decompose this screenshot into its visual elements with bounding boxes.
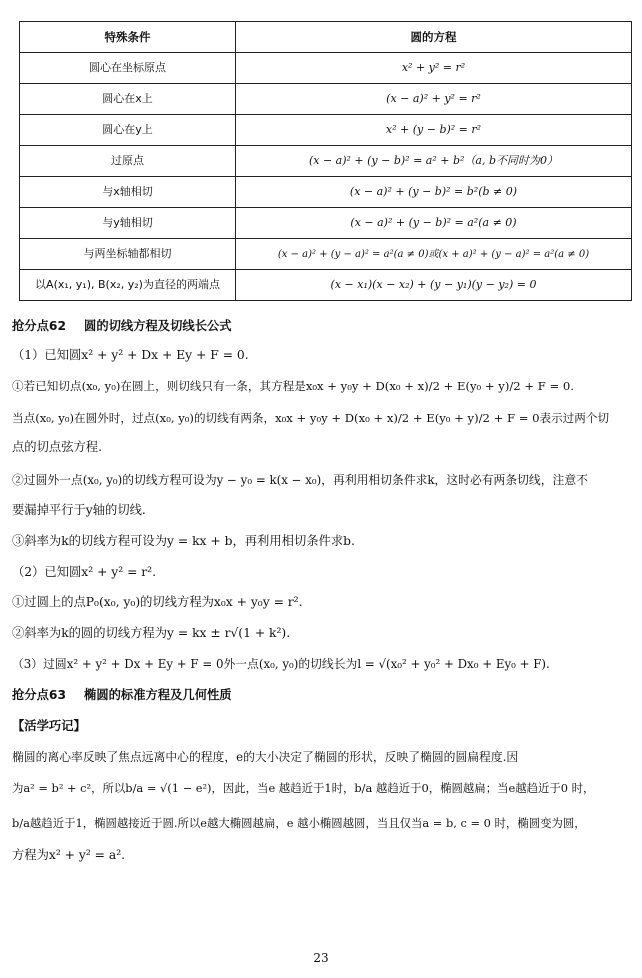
section-number: 抢分点62 (12, 319, 67, 333)
section-62-heading (12, 316, 630, 336)
equation-cell: x² + y² = r² (236, 53, 632, 84)
equation-cell: (x − a)² + y² = r² (236, 84, 632, 115)
text-line: ②过圆外一点(x₀, y₀)的切线方程可设为y − y₀ = k(x − x₀)，再利用相切条件求k，这时必有两条切线，注意不 (12, 473, 588, 487)
text-line: b/a越趋近于1，椭圆越接近于圆.所以e越大椭圆越扁，e 越小椭圆越圆，当且仅当a = b, c = 0 时，椭圆变为圆， (12, 816, 586, 830)
text-line: 当点(x₀, y₀)在圆外时，过点(x₀, y₀)的切线有两条，x₀x + y₀y + D(x₀ + x)/2 + E(y₀ + y)/2 + F = 0表示过两个切 (12, 411, 610, 425)
equation-cell: (x − a)² + (y − a)² = a²(a ≠ 0)或(x + a)² + (y − a)² = a²(a ≠ 0) (236, 239, 632, 270)
condition-cell: 与y轴相切 (20, 208, 236, 239)
section-title: 椭圆的标准方程及几何性质 (84, 688, 232, 702)
text-line: 要漏掉平行于y轴的切线. (12, 503, 146, 517)
equation-cell: (x − x₁)(x − x₂) + (y − y₁)(y − y₂) = 0 (236, 270, 632, 301)
table-row (20, 84, 632, 115)
text-line: 椭圆的离心率反映了焦点远离中心的程度，e的大小决定了椭圆的形状，反映了椭圆的圆扁程度.因 (12, 750, 519, 764)
page-number: 23 (313, 951, 329, 965)
condition-cell: 圆心在x上 (20, 84, 236, 115)
text-line: 为a² = b² + c²，所以b/a = √(1 − e²)，因此，当e 越趋近于1时，b/a 越趋近于0，椭圆越扁；当e越趋近于0 时， (12, 781, 595, 795)
text-line: ③斜率为k的切线方程可设为y = kx + b，再利用相切条件求b. (12, 534, 355, 548)
condition-cell: 过原点 (20, 146, 236, 177)
text-line: ①过圆上的点P₀(x₀, y₀)的切线方程为x₀x + y₀y = r². (12, 595, 303, 609)
text-line: （2）已知圆x² + y² = r². (12, 565, 157, 579)
table-row (20, 177, 632, 208)
header-condition: 特殊条件 (20, 22, 236, 53)
table-row (20, 239, 632, 270)
section-63-heading (12, 685, 630, 705)
text-line: 方程为x² + y² = a². (12, 848, 126, 862)
table-row (20, 115, 632, 146)
condition-cell: 圆心在坐标原点 (20, 53, 236, 84)
section-number: 抢分点63 (12, 688, 67, 702)
text-line: （1）已知圆x² + y² + Dx + Ey + F = 0. (12, 348, 249, 362)
text-line: ②斜率为k的圆的切线方程为y = kx ± r√(1 + k²). (12, 626, 291, 640)
table-row (20, 53, 632, 84)
equation-cell: (x − a)² + (y − b)² = a²(a ≠ 0) (236, 208, 632, 239)
table-row (20, 270, 632, 301)
circle-equation-table (19, 21, 632, 301)
condition-cell: 圆心在y上 (20, 115, 236, 146)
section-title: 圆的切线方程及切线长公式 (84, 319, 232, 333)
condition-cell: 与x轴相切 (20, 177, 236, 208)
table-row (20, 146, 632, 177)
text-line: 点的切点弦方程. (12, 440, 102, 454)
equation-cell: (x − a)² + (y − b)² = a² + b²（a, b不同时为0） (236, 146, 632, 177)
table-row (20, 208, 632, 239)
equation-cell: (x − a)² + (y − b)² = b²(b ≠ 0) (236, 177, 632, 208)
table-header-row (20, 22, 632, 53)
memory-tip-tag: 【活学巧记】 (12, 719, 86, 733)
text-line: （3）过圆x² + y² + Dx + Ey + F = 0外一点(x₀, y₀)的切线长为l = √(x₀² + y₀² + Dx₀ + Ey₀ + F). (12, 657, 550, 671)
condition-cell: 与两坐标轴都相切 (20, 239, 236, 270)
condition-cell: 以A(x₁, y₁), B(x₂, y₂)为直径的两端点 (20, 270, 236, 301)
equation-cell: x² + (y − b)² = r² (236, 115, 632, 146)
header-equation: 圆的方程 (236, 22, 632, 53)
text-line: ①若已知切点(x₀, y₀)在圆上，则切线只有一条，其方程是x₀x + y₀y + D(x₀ + x)/2 + E(y₀ + y)/2 + F = 0. (12, 379, 574, 393)
